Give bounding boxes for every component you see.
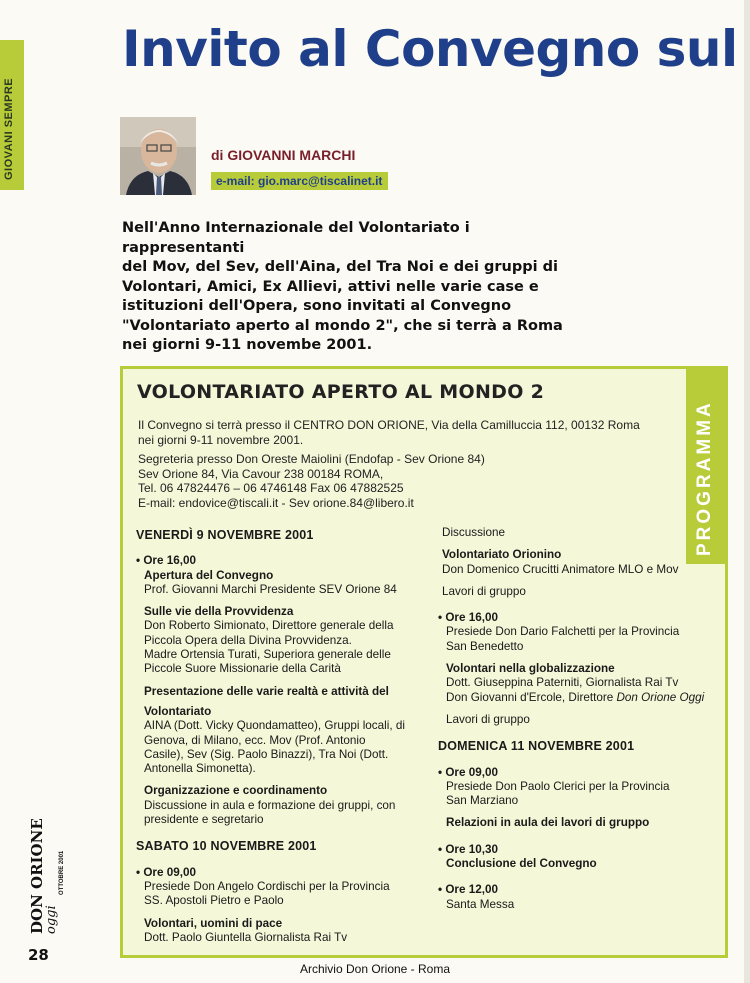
brand-name: DON ORIONE xyxy=(28,818,46,934)
session-text: Piccole Suore Missionarie della Carità xyxy=(144,662,341,676)
intro-line: "Volontariato aperto al mondo 2", che si terrà a Roma xyxy=(122,317,563,334)
intro-line: del Mov, del Sev, dell'Aina, del Tra Noi e dei gruppi di xyxy=(122,259,558,275)
time-slot: • Ore 16,00 xyxy=(136,554,422,568)
magazine-brand xyxy=(26,818,65,940)
session-text: Dott. Paolo Giuntella Giornalista Rai Tv xyxy=(144,930,348,944)
intro-line: nei giorni 9-11 novembe 2001. xyxy=(122,337,373,353)
session-text: Discussione xyxy=(442,526,506,539)
program-left-column xyxy=(136,528,422,945)
time-slot: • Ore 10,30 xyxy=(438,843,720,857)
section-tab xyxy=(0,40,24,190)
session xyxy=(136,917,422,946)
session-text: Madre Ortensia Turati, Superiora generale delle xyxy=(144,648,391,662)
session xyxy=(438,857,720,871)
session-title: Relazioni in aula dei lavori di gruppo xyxy=(446,816,650,830)
session-title: Volontari, uomini di pace xyxy=(144,916,283,930)
page-number: 28 xyxy=(28,946,49,964)
session-text: Santa Messa xyxy=(446,897,515,911)
session-title: Conclusione del Convegno xyxy=(446,857,597,871)
session-title: Sulle vie della Provvidenza xyxy=(144,605,294,619)
section-tab-label: GIOVANI SEMPRE xyxy=(3,77,15,180)
day-heading: DOMENICA 11 NOVEMBRE 2001 xyxy=(438,739,635,754)
secretariat-line: Sev Orione 84, Via Cavour 238 00184 ROMA, xyxy=(138,466,384,481)
time-slot: • Ore 12,00 xyxy=(438,883,720,897)
brand-date: OTTOBRE 2001 xyxy=(59,850,65,895)
secretariat-line: Segreteria presso Don Oreste Maiolini (Endofap - Sev Orione 84) xyxy=(138,452,485,466)
session-text: Presiede Don Paolo Clerici per la Provincia xyxy=(446,779,670,793)
session-text: Genova, di Milano, ecc. Mov (Prof. Antonio xyxy=(144,733,366,747)
author-email[interactable]: e-mail: gio.marc@tiscalinet.it xyxy=(211,172,388,190)
session xyxy=(136,784,422,827)
day-heading: VENERDÌ 9 NOVEMBRE 2001 xyxy=(136,528,314,542)
session xyxy=(136,685,422,777)
session-title: Presentazione delle varie realtà e attività del xyxy=(144,684,389,698)
secretariat-paragraph xyxy=(138,452,658,510)
session-title: Apertura del Convegno xyxy=(144,568,274,582)
session-text: Discussione in aula e formazione dei gruppi, con xyxy=(144,798,396,812)
session-text: Antonella Simonetta). xyxy=(144,762,256,776)
program-right-column xyxy=(438,526,720,912)
session-text: Don Roberto Simionato, Direttore generale della xyxy=(144,619,394,633)
session-text-with-italic xyxy=(446,691,720,705)
secretariat-line: E-mail: endovice@tiscali.it - Sev orione.84@libero.it xyxy=(138,495,414,510)
venue-paragraph xyxy=(138,418,658,447)
brand-oggi: oggi xyxy=(44,905,59,934)
session-text: Dott. Giuseppina Paterniti, Giornalista Rai Tv xyxy=(446,676,679,690)
day-heading: SABATO 10 NOVEMBRE 2001 xyxy=(136,839,317,854)
session-text: Presiede Don Angelo Cordischi per la Provincia xyxy=(144,879,390,893)
author-photo xyxy=(120,117,196,195)
session-text: Don Giovanni d'Ercole, Direttore xyxy=(446,690,617,704)
page-edge xyxy=(744,0,750,983)
session xyxy=(438,625,720,654)
intro-line: istituzioni dell'Opera, sono invitati al Convegno xyxy=(122,298,512,314)
session xyxy=(136,605,422,676)
time-slot: • Ore 09,00 xyxy=(136,866,422,880)
venue-line: Il Convegno si terrà presso il CENTRO DON ORIONE, Via della Camilluccia 112, 00132 Roma xyxy=(138,418,640,432)
session xyxy=(438,548,720,577)
session-title: Volontariato Orionino xyxy=(442,548,562,562)
intro-line: Nell'Anno Internazionale del Volontariato i rappresentanti xyxy=(122,220,470,256)
session-title: Organizzazione e coordinamento xyxy=(144,784,328,798)
session xyxy=(438,898,720,912)
session-text: presidente e segretario xyxy=(144,813,264,827)
program-tab-label: PROGRAMMA xyxy=(694,400,715,556)
session-text: Casile), Sev (Sig. Paolo Binazzi), Tra Noi (Dott. xyxy=(144,747,389,761)
intro-paragraph xyxy=(122,219,592,356)
session xyxy=(136,569,422,598)
time-slot: • Ore 16,00 xyxy=(438,611,720,625)
venue-info xyxy=(138,418,658,515)
session-text: Presiede Don Dario Falchetti per la Provincia xyxy=(446,625,680,639)
time-slot: • Ore 09,00 xyxy=(438,766,720,780)
secretariat-line: Tel. 06 47824476 – 06 4746148 Fax 06 47882525 xyxy=(138,481,404,495)
author-name: di GIOVANNI MARCHI xyxy=(211,147,356,163)
magazine-name: Don Orione Oggi xyxy=(616,690,705,704)
session-title: Volontari nella globalizzazione xyxy=(446,662,615,676)
session-text: San Benedetto xyxy=(446,639,524,653)
session-text: Lavori di gruppo xyxy=(442,584,526,598)
program-title: VOLONTARIATO APERTO AL MONDO 2 xyxy=(137,381,545,403)
venue-line: nei giorni 9-11 novembre 2001. xyxy=(138,432,304,447)
session xyxy=(438,780,720,809)
session-text: Prof. Giovanni Marchi Presidente SEV Orione 84 xyxy=(144,582,397,596)
session xyxy=(136,880,422,909)
intro-line: Volontari, Amici, Ex Allievi, attivi nelle varie case e xyxy=(122,278,539,295)
author-portrait-icon xyxy=(120,117,196,195)
session-text: San Marziano xyxy=(446,794,519,808)
session-text: Lavori di gruppo xyxy=(446,712,530,726)
archive-caption: Archivio Don Orione - Roma xyxy=(299,962,451,976)
session-text: Don Domenico Crucitti Animatore MLO e Mov xyxy=(442,562,679,576)
session-title: Volontariato xyxy=(144,704,212,718)
page-title: Invito al Convegno sul xyxy=(122,20,738,78)
session xyxy=(438,662,720,705)
session-text: SS. Apostoli Pietro e Paolo xyxy=(144,894,284,908)
session-text: Piccola Opera della Divina Provvidenza. xyxy=(144,633,352,647)
session-text: AINA (Dott. Vicky Quondamatteo), Gruppi locali, di xyxy=(144,719,405,733)
